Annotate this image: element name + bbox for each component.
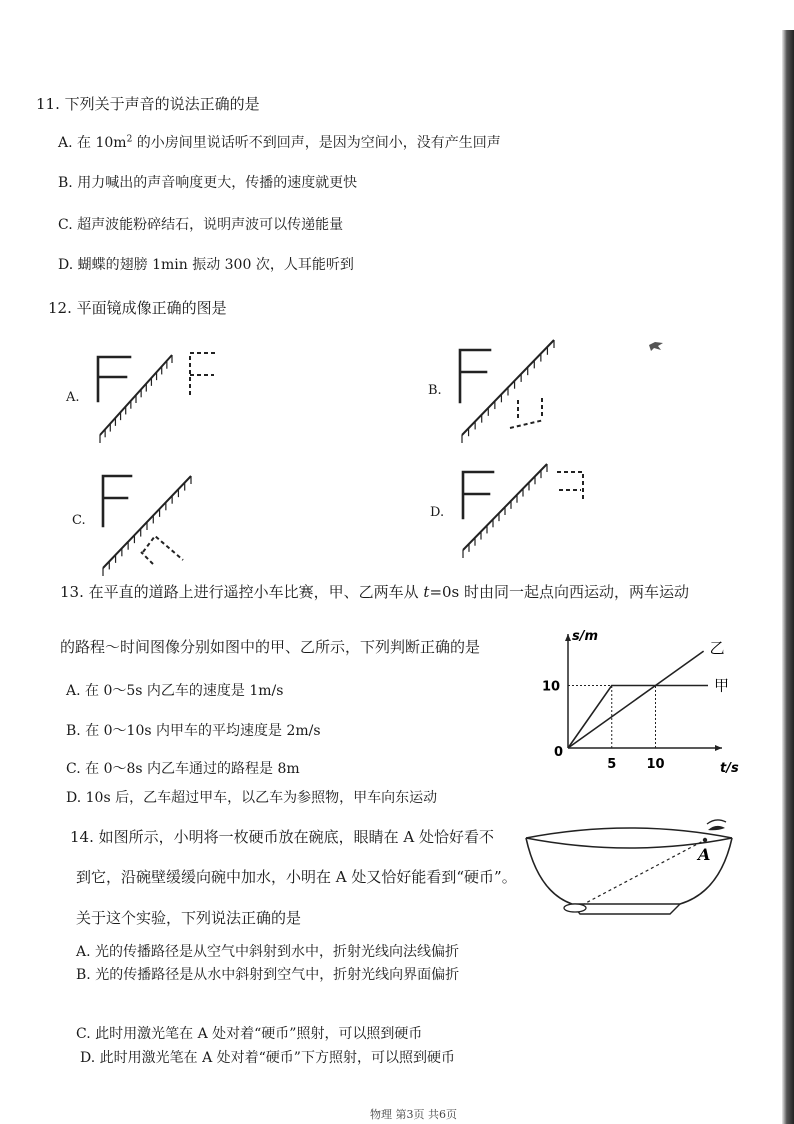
q11-option-b: B. 用力喊出的声音响度更大，传播的速度就更快 xyxy=(58,175,358,191)
q14-stem-line3: 关于这个实验，下列说法正确的是 xyxy=(76,909,302,927)
distance-time-chart xyxy=(530,629,739,780)
q13-option-b: B. 在 0～10s 内甲车的平均速度是 2m/s xyxy=(66,723,321,739)
x-tick-5: 5 xyxy=(607,757,617,772)
series-line-jia xyxy=(568,686,708,749)
q13-option-c: C. 在 0～8s 内乙车通过的路程是 8m xyxy=(66,761,300,777)
bowl-rim-back xyxy=(526,828,732,838)
q13-option-a: A. 在 0～5s 内乙车的速度是 1m/s xyxy=(66,683,284,699)
q13-option-d: D. 10s 后，乙车超过甲车，以乙车为参照物，甲车向东运动 xyxy=(66,790,438,806)
q12-label-c: C. xyxy=(72,513,86,528)
q14-option-d: D. 此时用激光笔在 A 处对着“硬币”下方照射，可以照到硬币 xyxy=(80,1050,455,1066)
y-axis-arrow xyxy=(565,634,571,641)
q12-label-a: A. xyxy=(66,390,80,405)
page-edge-shadow xyxy=(782,30,794,1124)
virtual-image xyxy=(557,472,583,502)
page-footer: 物理 第3页 共6页 xyxy=(370,1108,457,1121)
object-letter-f xyxy=(103,476,131,526)
object-letter-f xyxy=(98,357,130,401)
x-tick-10: 10 xyxy=(646,757,665,772)
q11-option-c: C. 超声波能粉碎结石，说明声波可以传递能量 xyxy=(58,217,344,233)
origin-label: 0 xyxy=(554,745,564,760)
bowl-foot xyxy=(572,904,680,914)
q14-option-a: A. 光的传播路径是从空气中斜射到水中，折射光线向法线偏折 xyxy=(76,944,460,960)
y-tick-10: 10 xyxy=(542,679,561,695)
series-label-jia: 甲 xyxy=(714,676,730,695)
eye-icon xyxy=(708,826,725,830)
mirror-figure-b xyxy=(452,340,572,440)
q13-stem-line2: 的路程～时间图像分别如图中的甲、乙所示，下列判断正确的是 xyxy=(60,638,481,656)
x-axis-arrow xyxy=(715,745,722,751)
q14-stem-line1: 14. 如图所示，小明将一枚硬币放在碗底，眼睛在 A 处恰好看不 xyxy=(70,828,494,846)
q14-option-b: B. 光的传播路径是从水中斜射到空气中，折射光线向界面偏折 xyxy=(76,967,460,983)
q12-label-d: D. xyxy=(430,505,445,520)
point-a-label: A xyxy=(698,845,711,864)
virtual-image xyxy=(510,396,544,428)
bowl-coin-figure xyxy=(520,810,745,930)
series-line-yi xyxy=(568,651,704,748)
q13-stem-line1: 13. 在平直的道路上进行遥控小车比赛，甲、乙两车从 t=0s 时由同一起点向西运动，两车运动 xyxy=(60,583,690,601)
q11-stem: 11. 下列关于声音的说法正确的是 xyxy=(36,95,260,113)
mirror-figure-c xyxy=(95,468,205,573)
point-a-dot xyxy=(703,838,707,842)
mirror-figure-d xyxy=(455,460,585,555)
object-letter-f xyxy=(460,350,490,402)
q14-option-c: C. 此时用激光笔在 A 处对着“硬币”照射，可以照到硬币 xyxy=(76,1026,423,1042)
virtual-image xyxy=(190,353,216,395)
q11-option-d: D. 蝴蝶的翅膀 1min 振动 300 次，人耳能听到 xyxy=(58,257,354,273)
series-label-yi: 乙 xyxy=(709,639,725,658)
q12-stem: 12. 平面镜成像正确的图是 xyxy=(48,299,227,317)
q11-option-a: A. 在 $10m^2$ 的小房间里说话听不到回声，是因为空间小，没有产生回声 xyxy=(58,134,501,151)
sight-line xyxy=(582,840,705,905)
mirror-figure-a xyxy=(90,345,230,440)
q14-stem-line2: 到它，沿碗壁缓缓向碗中加水，小明在 A 处又恰好能看到“硬币”。 xyxy=(76,868,517,886)
virtual-image xyxy=(141,536,183,564)
object-letter-f xyxy=(463,472,493,518)
q12-label-b: B. xyxy=(428,383,442,398)
y-axis-label: s/m xyxy=(572,629,599,644)
ink-speck xyxy=(648,340,664,352)
x-axis-label: t/s xyxy=(720,761,739,776)
